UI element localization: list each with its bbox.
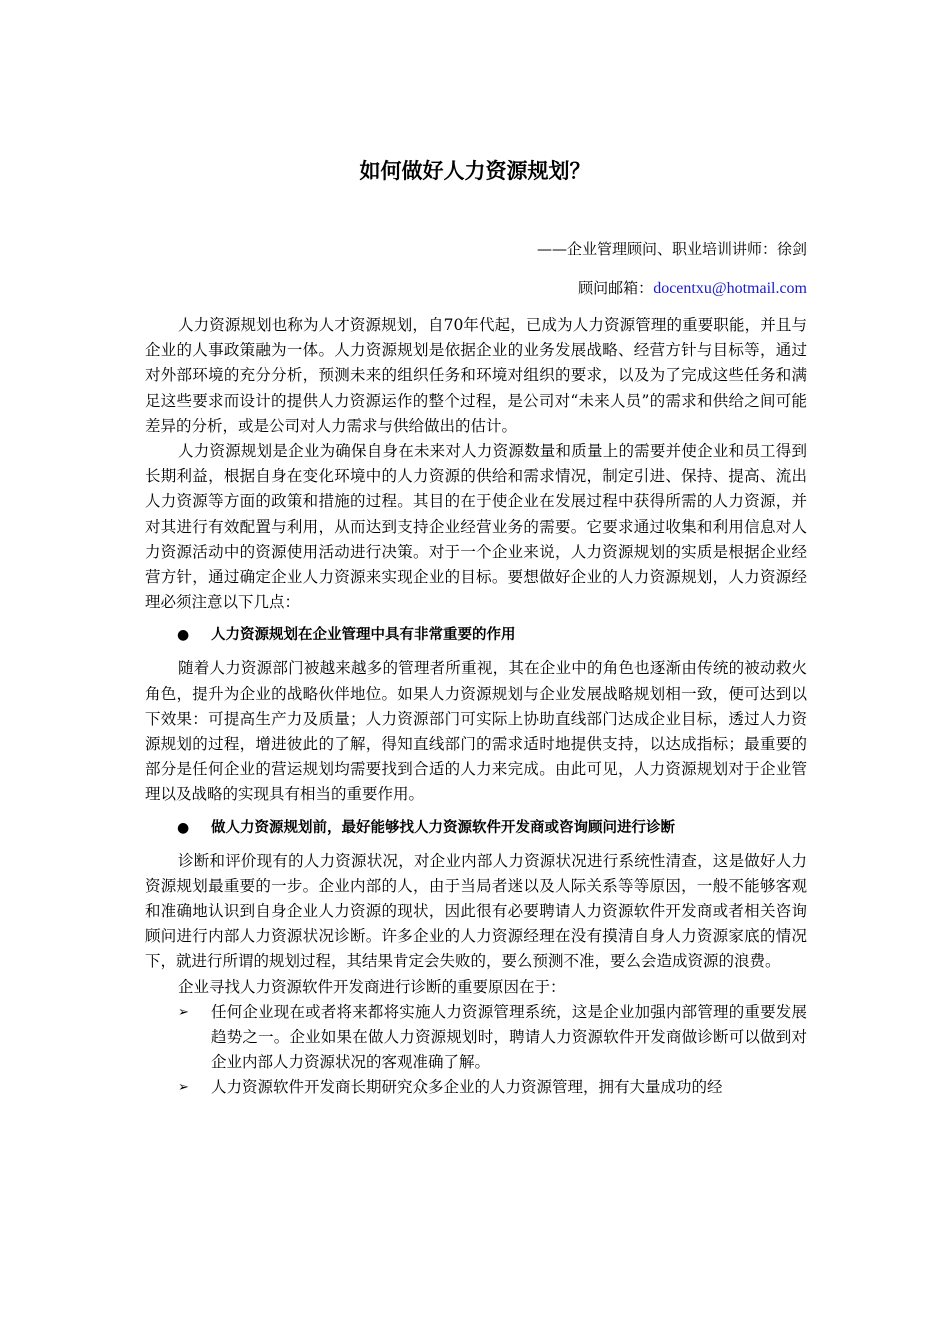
list-item-text: 人力资源软件开发商长期研究众多企业的人力资源管理，拥有大量成功的经 bbox=[211, 1078, 723, 1097]
email-label: 顾问邮箱： bbox=[578, 279, 654, 297]
email-link[interactable]: docentxu@hotmail.com bbox=[653, 280, 807, 297]
reasons-intro: 企业寻找人力资源软件开发商进行诊断的重要原因在于： bbox=[178, 977, 566, 996]
list-item bbox=[145, 1000, 807, 1076]
list-item-text: 任何企业现在或者将来都将实施人力资源管理系统，这是企业加强内部管理的重要发展趋势之一。企业如果在做人力资源规划时，聘请人力资源软件开发商做诊断可以做到对企业内部人力资源状况的客观准确了解。 bbox=[211, 1002, 807, 1072]
bullet-icon: ● bbox=[177, 627, 190, 644]
bullet-icon: ● bbox=[177, 819, 190, 836]
section2-paragraph: 诊断和评价现有的人力资源状况，对企业内部人力资源状况进行系统性清查，这是做好人力资源规划最重要的一步。企业内部的人，由于当局者迷以及人际关系等等原因，一般不能够客观和准确地认识到自身企业人力资源的现状，因此很有必要聘请人力资源软件开发商或者相关咨询顾问进行内部人力资源状况诊断。许多企业的人力资源经理在没有摸清自身人力资源家底的情况下，就进行所谓的规划过程，其结果肯定会失败的，要么预测不准，要么会造成资源的浪费。 bbox=[145, 851, 807, 971]
email-line bbox=[578, 276, 807, 301]
intro-paragraph-1: 人力资源规划也称为人才资源规划，自70年代起，已成为人力资源管理的重要职能，并且与企业的人事政策融为一体。人力资源规划是依据企业的业务发展战略、经营方针与目标等，通过对外部环境的充分分析，预测未来的组织任务和环境对组织的要求，以及为了完成这些任务和满足这些要求而设计的提供人力资源运作的整个过程，是公司对“未来人员”的需求和供给之间可能差异的分析，或是公司对人力需求与供给做出的估计。 bbox=[145, 316, 807, 435]
section1-paragraph: 随着人力资源部门被越来越多的管理者所重视，其在企业中的角色也逐渐由传统的被动救火角色，提升为企业的战略伙伴地位。如果人力资源规划与企业发展战略规划相一致，便可达到以下效果：可提高生产力及质量；人力资源部门可实际上协助直线部门达成企业目标，透过人力资源规划的过程，增进彼此的了解，得知直线部门的需求适时地提供支持，以达成指标；最重要的部分是任何企业的营运规划均需要找到合适的人力来完成。由此可见，人力资源规划对于企业管理以及战略的实现具有相当的重要作用。 bbox=[145, 659, 807, 804]
arrow-bullet-icon: ➢ bbox=[178, 1080, 189, 1096]
section-heading-1 bbox=[145, 623, 807, 648]
document-body bbox=[145, 313, 807, 1101]
section-heading-text: 人力资源规划在企业管理中具有非常重要的作用 bbox=[211, 627, 516, 644]
arrow-bullet-icon: ➢ bbox=[178, 1004, 189, 1020]
author-byline: ——企业管理顾问、职业培训讲师：徐剑 bbox=[536, 240, 807, 258]
list-item bbox=[145, 1075, 807, 1100]
section-heading-text: 做人力资源规划前，最好能够找人力资源软件开发商或咨询顾问进行诊断 bbox=[211, 819, 675, 836]
document-title: 如何做好人力资源规划？ bbox=[359, 159, 591, 183]
section-heading-2 bbox=[145, 816, 807, 841]
intro-paragraph-2: 人力资源规划是企业为确保自身在未来对人力资源数量和质量上的需要并使企业和员工得到长期利益，根据自身在变化环境中的人力资源的供给和需求情况，制定引进、保持、提高、流出人力资源等方面的政策和措施的过程。其目的在于使企业在发展过程中获得所需的人力资源，并对其进行有效配置与利用，从而达到支持企业经营业务的需要。它要求通过收集和利用信息对人力资源活动中的资源使用活动进行决策。对于一个企业来说，人力资源规划的实质是根据企业经营方针，通过确定企业人力资源来实现企业的目标。要想做好企业的人力资源规划，人力资源经理必须注意以下几点： bbox=[145, 442, 807, 612]
